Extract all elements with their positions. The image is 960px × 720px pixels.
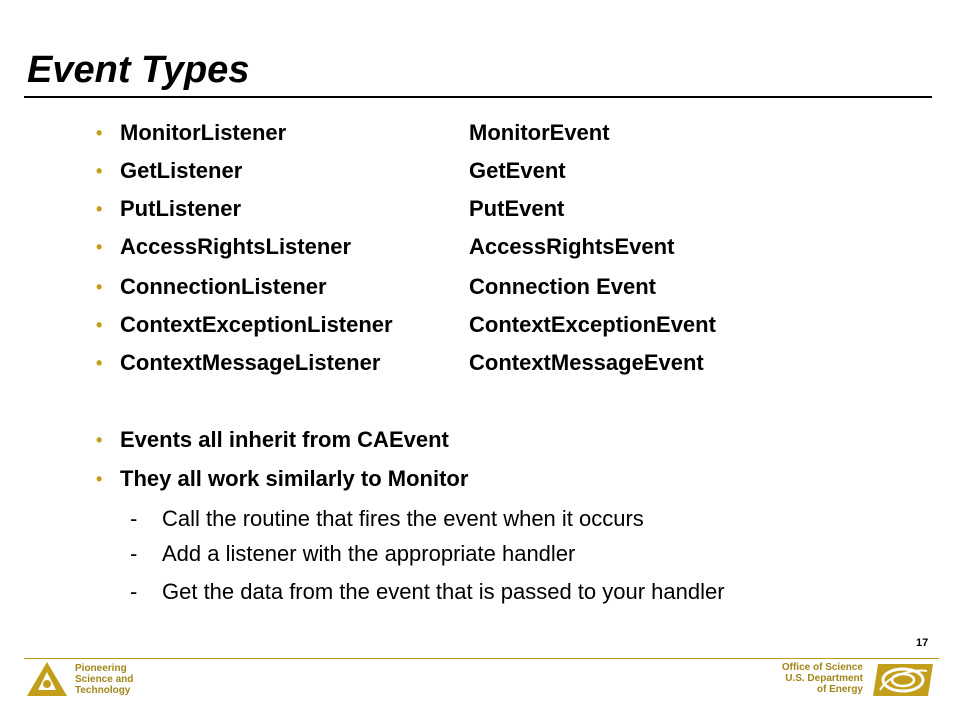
event-name: MonitorEvent bbox=[469, 120, 610, 145]
event-name: ContextMessageEvent bbox=[469, 350, 704, 375]
tagline-line: Technology bbox=[75, 685, 131, 696]
left-footer-tagline bbox=[75, 663, 170, 696]
bullet-icon: • bbox=[96, 237, 103, 257]
bullet-icon: • bbox=[96, 123, 103, 143]
event-name: PutEvent bbox=[469, 196, 565, 221]
right-footer-tagline bbox=[735, 662, 863, 695]
bullet-icon: • bbox=[96, 199, 103, 219]
bullet-icon: • bbox=[96, 161, 103, 181]
event-name: GetEvent bbox=[469, 158, 566, 183]
event-name: AccessRightsEvent bbox=[469, 234, 675, 259]
title-underline bbox=[24, 96, 932, 98]
tagline-line: Science and bbox=[75, 674, 134, 685]
doe-swirl-logo-icon bbox=[872, 663, 934, 697]
listener-name: GetListener bbox=[120, 158, 243, 183]
subbullet-text: Call the routine that fires the event when it occurs bbox=[162, 506, 644, 531]
listener-name: MonitorListener bbox=[120, 120, 287, 145]
bullet-text: Events all inherit from CAEvent bbox=[120, 427, 449, 452]
dash-marker: - bbox=[130, 541, 138, 566]
bullet-icon: • bbox=[96, 315, 103, 335]
event-name: Connection Event bbox=[469, 274, 657, 299]
event-name: ContextExceptionEvent bbox=[469, 312, 716, 337]
dash-marker: - bbox=[130, 579, 138, 604]
page-number: 17 bbox=[916, 637, 929, 649]
listener-name: ContextMessageListener bbox=[120, 350, 381, 375]
bullet-text: They all work similarly to Monitor bbox=[120, 466, 469, 491]
subbullet-text: Get the data from the event that is passed to your handler bbox=[162, 579, 725, 604]
subbullet-text: Add a listener with the appropriate handler bbox=[162, 541, 576, 566]
tagline-line: of Energy bbox=[816, 684, 863, 695]
listener-name: ContextExceptionListener bbox=[120, 312, 393, 337]
bullet-icon: • bbox=[96, 469, 103, 489]
tagline-line: U.S. Department bbox=[785, 673, 863, 684]
slide-title: Event Types bbox=[27, 49, 250, 91]
footer-divider bbox=[24, 658, 939, 659]
bullet-icon: • bbox=[96, 277, 103, 297]
listener-name: ConnectionListener bbox=[120, 274, 327, 299]
tagline-line: Pioneering bbox=[75, 663, 127, 674]
bullet-icon: • bbox=[96, 353, 103, 373]
bullet-icon: • bbox=[96, 430, 103, 450]
listener-name: PutListener bbox=[120, 196, 242, 221]
tagline-line: Office of Science bbox=[781, 662, 863, 673]
dash-marker: - bbox=[130, 506, 138, 531]
argonne-logo-icon bbox=[25, 660, 69, 698]
listener-name: AccessRightsListener bbox=[120, 234, 352, 259]
